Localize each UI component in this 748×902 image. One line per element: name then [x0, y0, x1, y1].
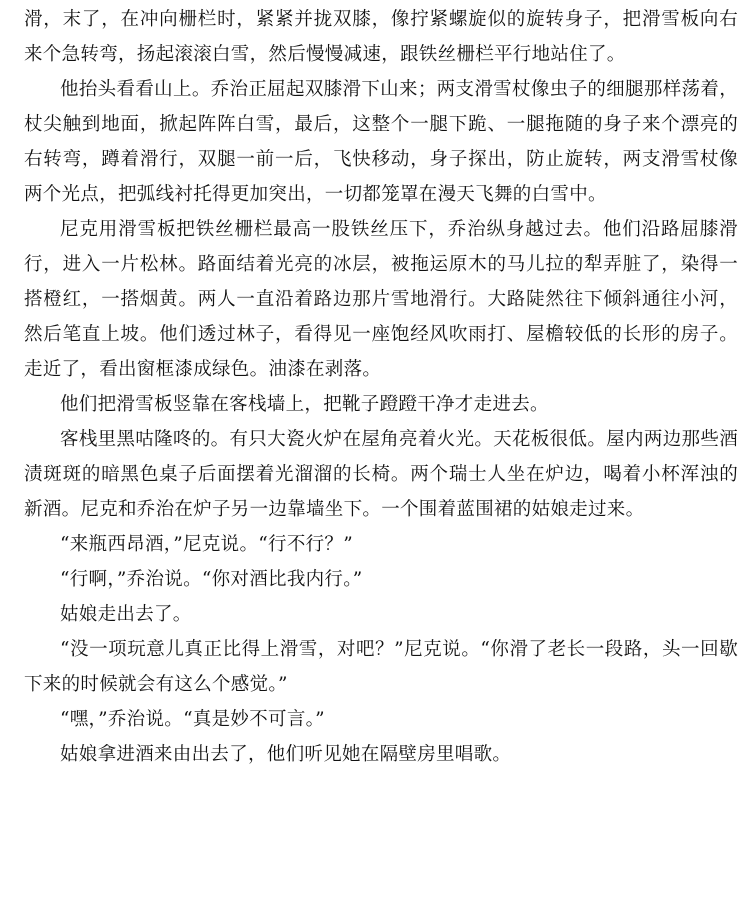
paragraph-2: 他抬头看看山上。乔治正屈起双膝滑下山来；两支滑雪杖像虫子的细腿那样荡着，杖尖触到地面，掀起阵阵白雪，最后，这整个一腿下跪、一腿拖随的身子来个漂亮的右转弯，蹲着滑行，双腿一前一后，飞快移动，身子探出，防止旋转，两支滑雪杖像两个光点，把弧线衬托得更加突出，一切都笼罩在漫天飞舞的白雪中。	[24, 79, 738, 205]
paragraph-3: 尼克用滑雪板把铁丝栅栏最高一股铁丝压下，乔治纵身越过去。他们沿路屈膝滑行，进入一片松林。路面结着光亮的冰层，被拖运原木的马儿拉的犁弄脏了，染得一搭橙红，一搭烟黄。两人一直沿着路边那片雪地滑行。大路陡然往下倾斜通往小河，然后笔直上坡。他们透过林子，看得见一座饱经风吹雨打、屋檐较低的长形的房子。走近了，看出窗框漆成绿色。油漆在剥落。	[24, 219, 738, 380]
paragraph-9: “没一项玩意儿真正比得上滑雪，对吧？”尼克说。“你滑了老长一段路，头一回歇下来的时候就会有这么个感觉。”	[24, 639, 738, 695]
paragraph-4: 他们把滑雪板竖靠在客栈墙上，把靴子蹬蹬干净才走进去。	[60, 394, 549, 415]
paragraph-5: 客栈里黑咕隆咚的。有只大瓷火炉在屋角亮着火光。天花板很低。屋内两边那些酒渍斑斑的暗黑色桌子后面摆着光溜溜的长椅。两个瑞士人坐在炉边，喝着小杯浑浊的新酒。尼克和乔治在炉子另一边靠墙坐下。一个围着蓝围裙的姑娘走过来。	[24, 429, 738, 520]
paragraph-11: 姑娘拿进酒来由出去了，他们听见她在隔壁房里唱歌。	[60, 744, 512, 765]
paragraph-6: “来瓶西昂酒，”尼克说。“行不行？”	[60, 534, 353, 555]
paragraph-10: “嘿，”乔治说。“真是妙不可言。”	[60, 709, 325, 730]
paragraph-1: 滑，末了，在冲向栅栏时，紧紧并拢双膝，像拧紧螺旋似的旋转身子，把滑雪板向右来个急转弯，扬起滚滚白雪，然后慢慢减速，跟铁丝栅栏平行地站住了。	[24, 9, 738, 65]
paragraph-8: 姑娘走出去了。	[60, 604, 192, 625]
paragraph-7: “行啊，”乔治说。“你对酒比我内行。”	[60, 569, 363, 590]
